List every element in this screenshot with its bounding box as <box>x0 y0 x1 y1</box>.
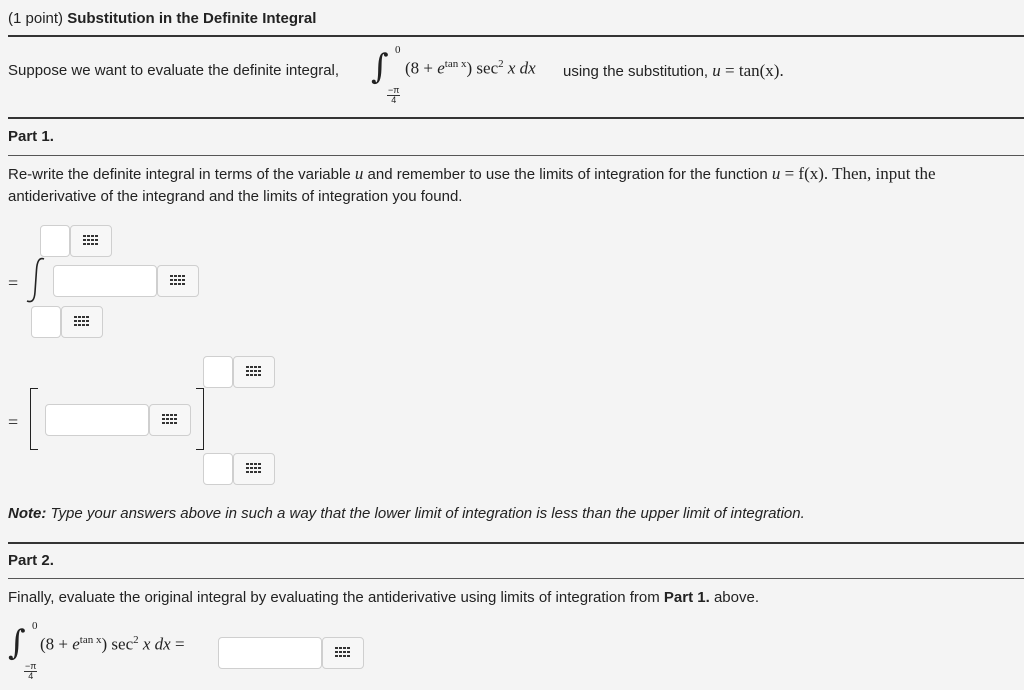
part2-instruction: Finally, evaluate the original integral by evaluating the antiderivative using limits of integration from Part 1. above. <box>8 589 759 606</box>
right-bracket <box>196 388 204 450</box>
keypad-button[interactable] <box>149 404 191 436</box>
divider <box>8 35 1024 37</box>
final-answer-input[interactable] <box>218 637 322 669</box>
keypad-button[interactable] <box>70 225 112 257</box>
keypad-icon <box>170 275 186 287</box>
intro-text: Suppose we want to evaluate the definite integral, <box>8 62 340 79</box>
keypad-icon <box>335 647 351 659</box>
integral-upper-limit-input[interactable] <box>40 225 70 257</box>
upper-limit: 0 <box>395 44 401 56</box>
equals-sign: = <box>8 412 19 432</box>
left-bracket <box>30 388 38 450</box>
note <box>8 503 805 525</box>
lower-limit: $\frac{-\pi}{4}$ <box>25 661 37 681</box>
keypad-icon <box>74 316 90 328</box>
upper-limit: 0 <box>32 620 38 632</box>
problem-header <box>8 8 316 30</box>
bracket-lower-limit-input[interactable] <box>203 453 233 485</box>
keypad-icon <box>83 235 99 247</box>
keypad-button[interactable] <box>233 356 275 388</box>
integral-sign: ∫ <box>8 623 26 663</box>
keypad-button[interactable] <box>61 306 103 338</box>
integral-sign: ∫ <box>371 47 389 87</box>
keypad-button[interactable] <box>322 637 364 669</box>
integral-sign <box>24 256 48 308</box>
keypad-icon <box>162 414 178 426</box>
keypad-button[interactable] <box>233 453 275 485</box>
integral-lower-limit-input[interactable] <box>31 306 61 338</box>
part1-heading: Part 1. <box>8 128 54 145</box>
note-text: Type your answers above in such a way that the lower limit of integration is less than the upper limit of integration. <box>50 505 805 522</box>
part1-instruction-2: antiderivative of the integrand and the limits of integration you found. <box>8 188 463 205</box>
divider <box>8 117 1024 119</box>
note-label: Note: <box>8 505 47 522</box>
equals-sign: = <box>8 273 19 293</box>
divider <box>8 155 1024 156</box>
divider <box>8 542 1024 544</box>
keypad-icon <box>246 463 262 475</box>
points-label: (1 point) <box>8 10 64 27</box>
intro-substitution: using the substitution, u = tan(x). <box>563 61 784 80</box>
keypad-icon <box>246 366 262 378</box>
lower-limit: $\frac{-\pi}{4}$ <box>388 85 400 105</box>
problem-title: Substitution in the Definite Integral <box>67 10 317 27</box>
integrand-expression: $(8 + e^{tan x})$ $\sec^2 x$ dx = <box>40 634 185 654</box>
part1-instruction: Re-write the definite integral in terms of the variable u and remember to use the limits of integration for the function u = f(x). Then, input the <box>8 164 936 183</box>
integrand-input[interactable] <box>53 265 157 297</box>
integrand-expression: $(8 + e^{tan x})$ $\sec^2 x$ dx <box>405 58 536 78</box>
bracket-upper-limit-input[interactable] <box>203 356 233 388</box>
divider <box>8 578 1024 579</box>
antiderivative-input[interactable] <box>45 404 149 436</box>
part2-heading: Part 2. <box>8 552 54 569</box>
keypad-button[interactable] <box>157 265 199 297</box>
